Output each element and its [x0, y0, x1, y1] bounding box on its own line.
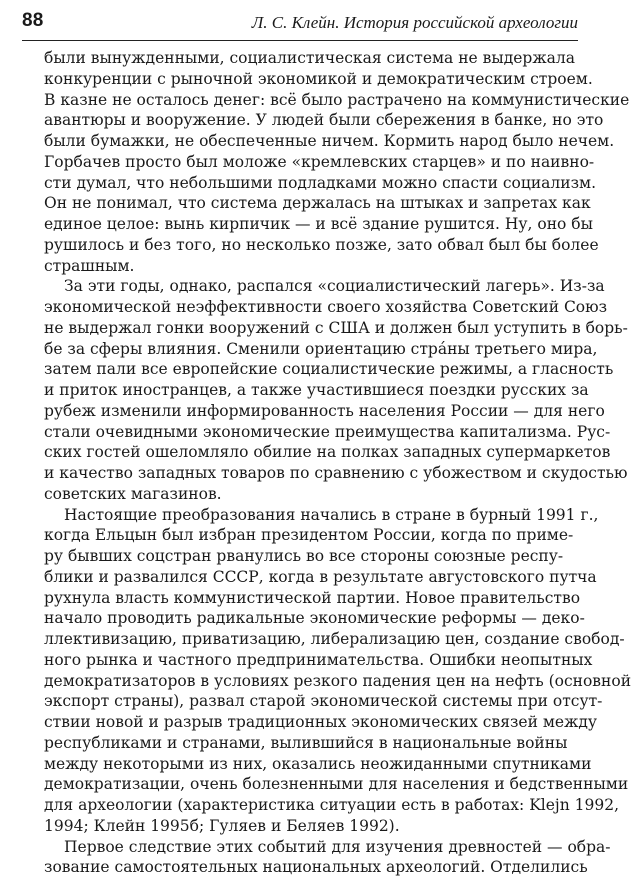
text-line: страшным.: [44, 256, 135, 275]
text-line: демократизации, очень болезненными для населения и бедственными: [44, 775, 629, 794]
text-line: рубеж изменили информированность населения России — для него: [44, 401, 605, 420]
text-line: В казне не осталось денег: всё было растрачено на коммунистические: [44, 90, 630, 109]
text-line: республиками и странами, вылившийся в национальные войны: [44, 733, 568, 752]
text-line: Он не понимал, что система держалась на штыках и запретах как: [44, 194, 591, 213]
text-line: и качество западных товаров по сравнению с убожеством и скудостью: [44, 464, 628, 482]
text-line: были вынужденными, социалистическая система не выдержала: [44, 49, 575, 67]
body-text: [44, 48, 631, 878]
text-line: когда Ельцын был избран президентом России, когда по приме-: [44, 526, 574, 545]
text-line: стали очевидными экономические преимущества капитализма. Рус-: [44, 422, 611, 441]
text-line: между некоторыми из них, оказались неожиданными спутниками: [44, 754, 592, 773]
text-line: авантюры и вооружение. У людей были сбережения в банке, но это: [44, 111, 604, 130]
text-line: Первое следствие этих событий для изучения древностей — обра-: [64, 837, 611, 856]
text-line: не выдержал гонки вооружений с США и должен был уступить в борь-: [44, 318, 628, 337]
text-line: блики и развалился СССР, когда в результате августовского путча: [44, 567, 597, 586]
text-line: рухнула власть коммунистической партии. Новое правительство: [44, 588, 581, 607]
text-line: Горбачев просто был моложе «кремлевских старцев» и по наивно-: [44, 152, 595, 171]
text-line: зование самостоятельных национальных археологий. Отделились: [44, 858, 588, 877]
text-line: конкуренции с рыночной экономикой и демократическим строем.: [44, 69, 593, 88]
running-head: Л. С. Клейн. История российской археологии: [251, 13, 578, 32]
text-line: были бумажки, не обеспеченные ничем. Кормить народ было нечем.: [44, 132, 615, 150]
text-line: советских магазинов.: [44, 484, 222, 503]
page-header: [22, 6, 578, 41]
text-line: единое целое: вынь кирпичик — и всё здание рушится. Ну, оно бы: [44, 215, 593, 233]
text-line: ру бывших соцстран рванулись во все стороны союзные респу-: [44, 547, 564, 565]
text-line: Настоящие преобразования начались в стране в бурный 1991 г.,: [64, 505, 599, 524]
text-line: и приток иностранцев, а также участившиеся поездки русских за: [44, 381, 589, 399]
text-line: сти думал, что небольшими подладками можно спасти социализм.: [44, 173, 597, 192]
text-line: бе за сферы влияния. Сменили ориентацию стрáны третьего мира,: [44, 339, 598, 358]
text-line: ских гостей ошеломляло обилие на полках западных супермаркетов: [44, 443, 611, 462]
text-line: ллективизацию, приватизацию, либерализацию цен, создание свобод-: [44, 630, 625, 648]
text-line: 1994; Клейн 1995б; Гуляев и Беляев 1992).: [44, 816, 400, 835]
page-number: 88: [22, 10, 44, 31]
text-line: экономической неэффективности своего хозяйства Советский Союз: [44, 298, 608, 316]
text-line: для археологии (характеристика ситуации есть в работах: Klejn 1992,: [44, 796, 619, 814]
text-line: рушилось и без того, но несколько позже, зато обвал был бы более: [44, 235, 599, 254]
text-line: затем пали все европейские социалистические режимы, а гласность: [44, 360, 614, 379]
text-line: ного рынка и частного предпринимательства. Ошибки неопытных: [44, 650, 593, 669]
text-line: ствии новой и разрыв традиционных экономических связей между: [44, 713, 598, 731]
text-line: демократизаторов в условиях резкого падения цен на нефть (основной: [44, 671, 631, 690]
text-line: экспорт страны), развал старой экономической системы при отсут-: [44, 692, 603, 711]
text-line: начало проводить радикальные экономические реформы — деко-: [44, 609, 585, 628]
text-line: За эти годы, однако, распался «социалистический лагерь». Из-за: [64, 277, 605, 296]
